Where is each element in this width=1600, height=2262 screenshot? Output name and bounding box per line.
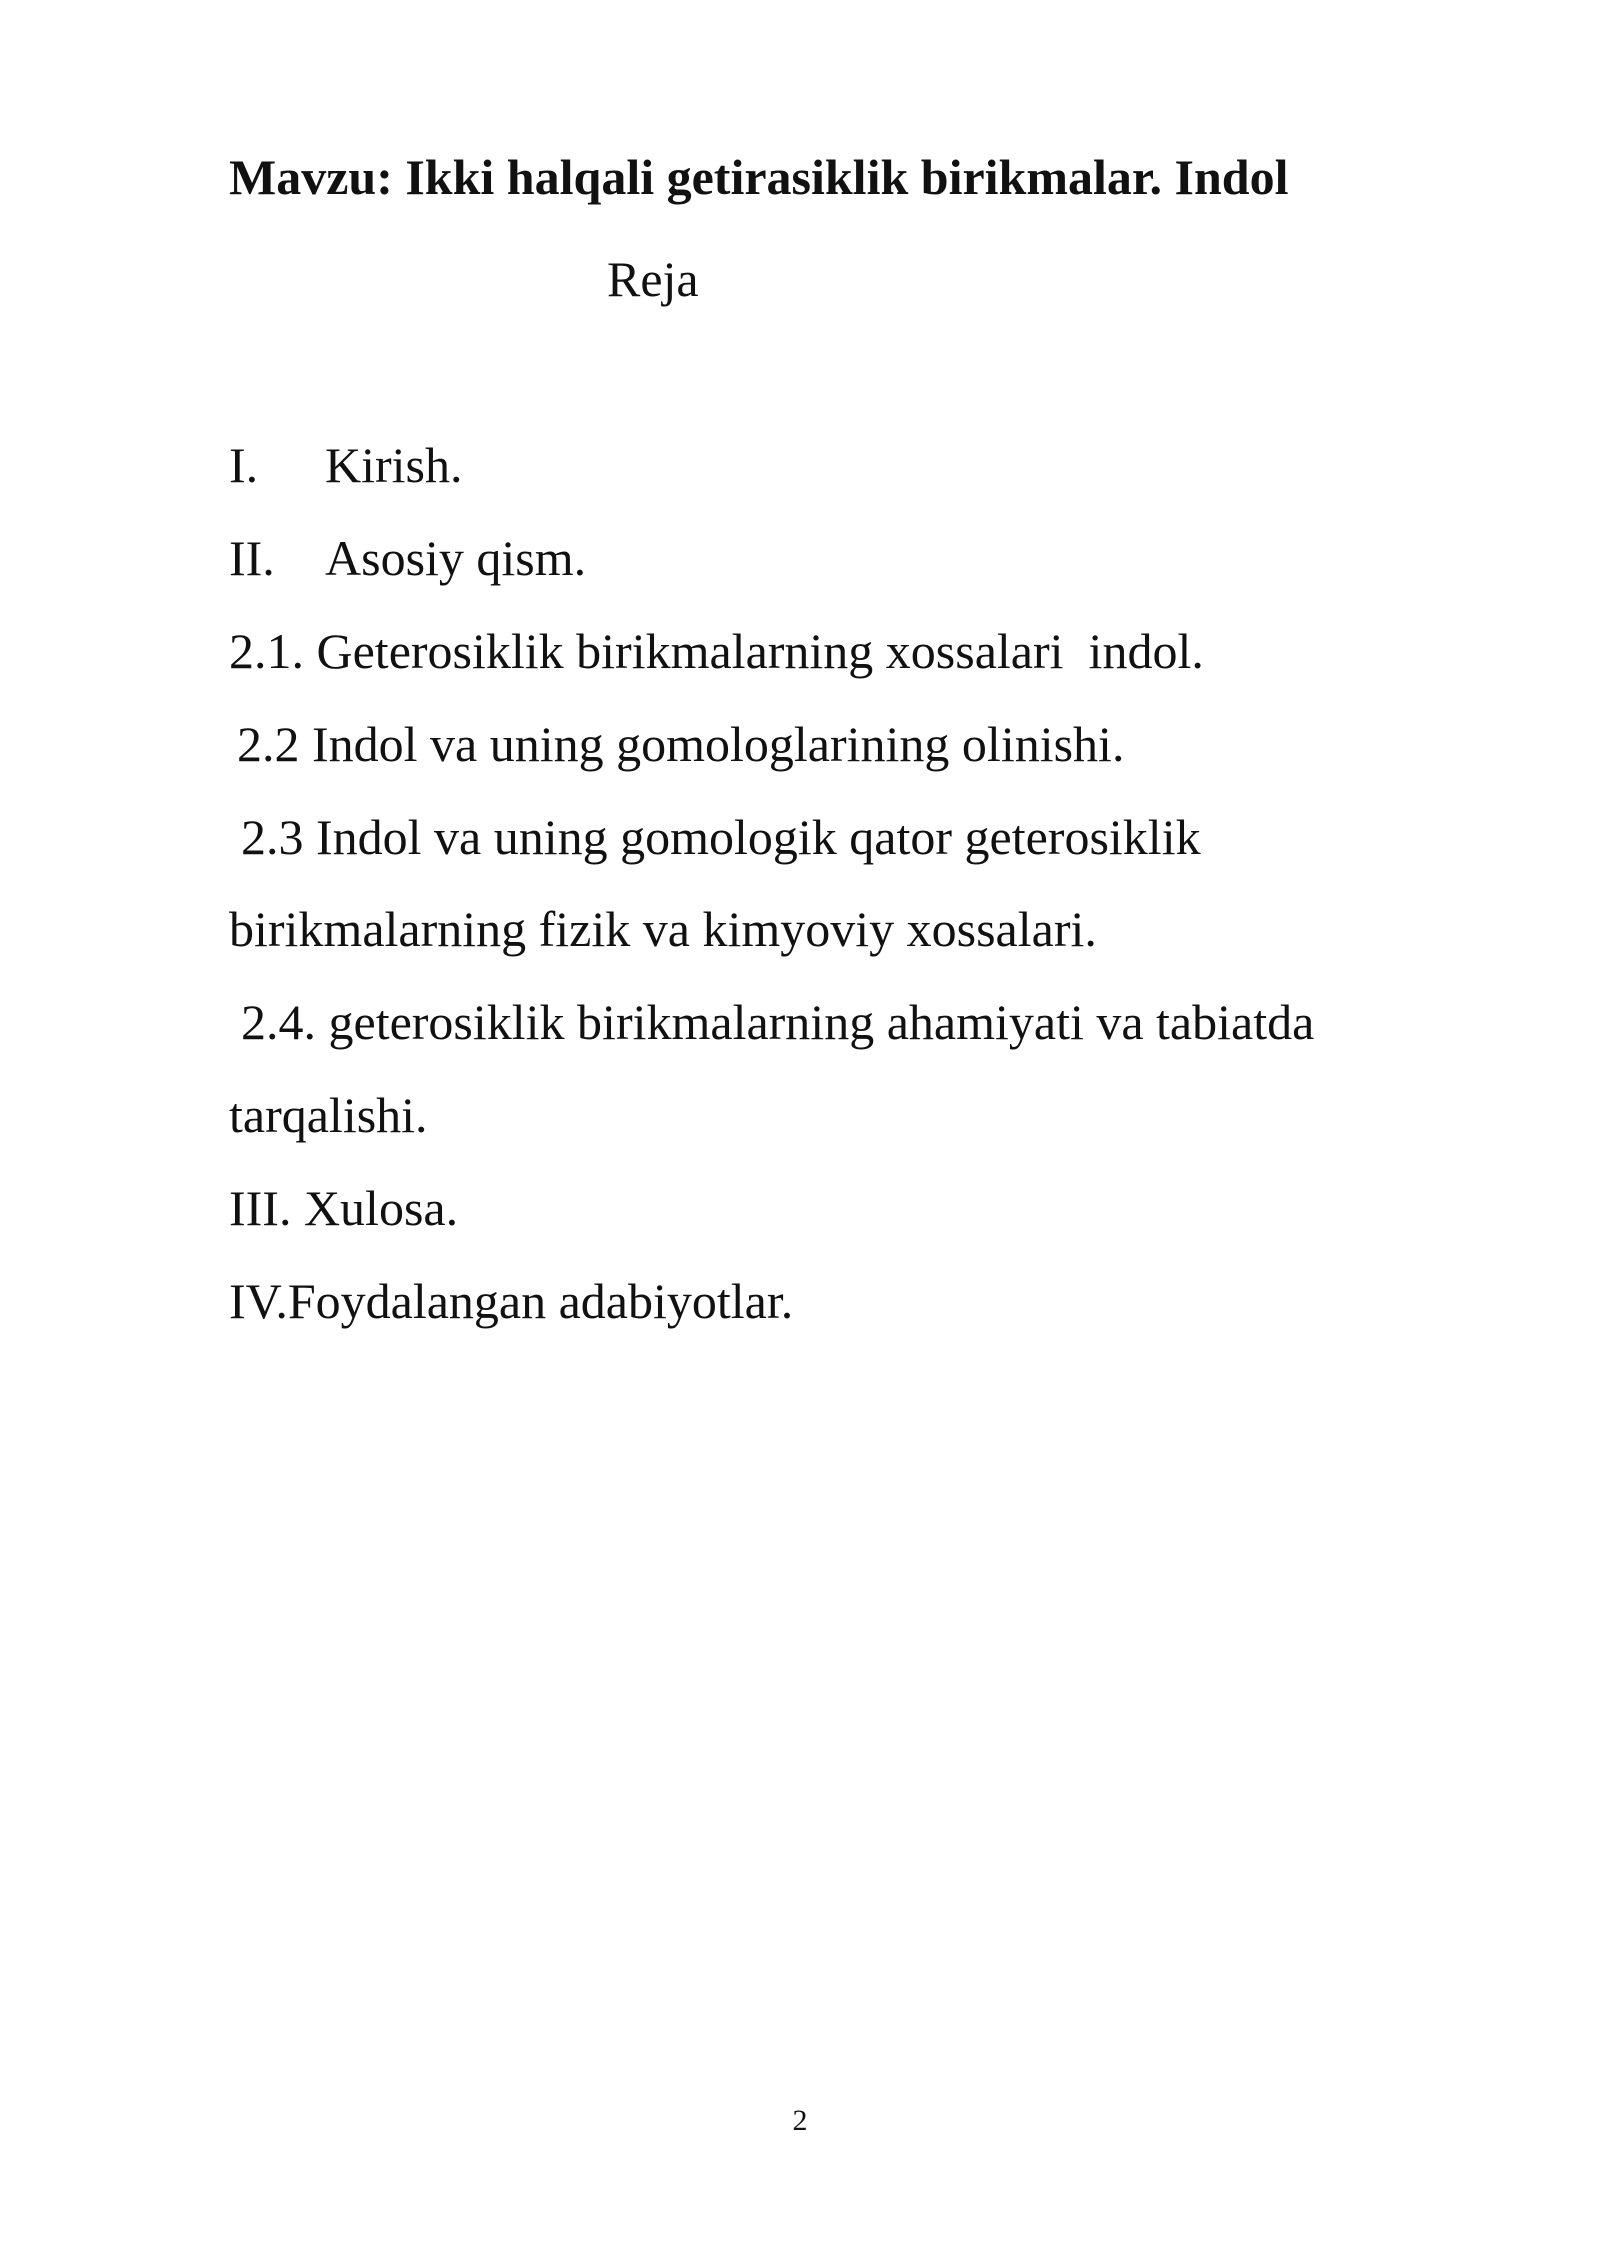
plan-item-2-4-continued: tarqalishi. bbox=[229, 1087, 428, 1143]
plan-item-4: IV.Foydalangan adabiyotlar. bbox=[229, 1273, 794, 1329]
plan-item-2-1: 2.1. Geterosiklik birikmalarning xossalari indol. bbox=[229, 623, 1204, 679]
plan-item-3: III. Xulosa. bbox=[229, 1180, 459, 1236]
plan-item-2-4: 2.4. geterosiklik birikmalarning ahamiyati va tabiatda bbox=[241, 994, 1315, 1050]
plan-item-number: I. bbox=[229, 437, 259, 493]
plan-item-2 bbox=[229, 530, 587, 586]
plan-item-text: Kirish. bbox=[325, 437, 463, 493]
plan-item-1 bbox=[229, 437, 463, 493]
plan-item-2-3-continued: birikmalarning fizik va kimyoviy xossalari. bbox=[229, 901, 1097, 957]
plan-item-text: Asosiy qism. bbox=[325, 530, 587, 586]
document-title: Mavzu: Ikki halqali getirasiklik birikmalar. Indol bbox=[229, 149, 1289, 205]
plan-heading: Reja bbox=[607, 251, 699, 307]
plan-item-2-3: 2.3 Indol va uning gomologik qator geterosiklik bbox=[241, 809, 1201, 865]
plan-item-number: II. bbox=[229, 530, 275, 586]
page-number: 2 bbox=[792, 2104, 808, 2137]
plan-item-2-2: 2.2 Indol va uning gomologlarining olinishi. bbox=[237, 716, 1125, 772]
